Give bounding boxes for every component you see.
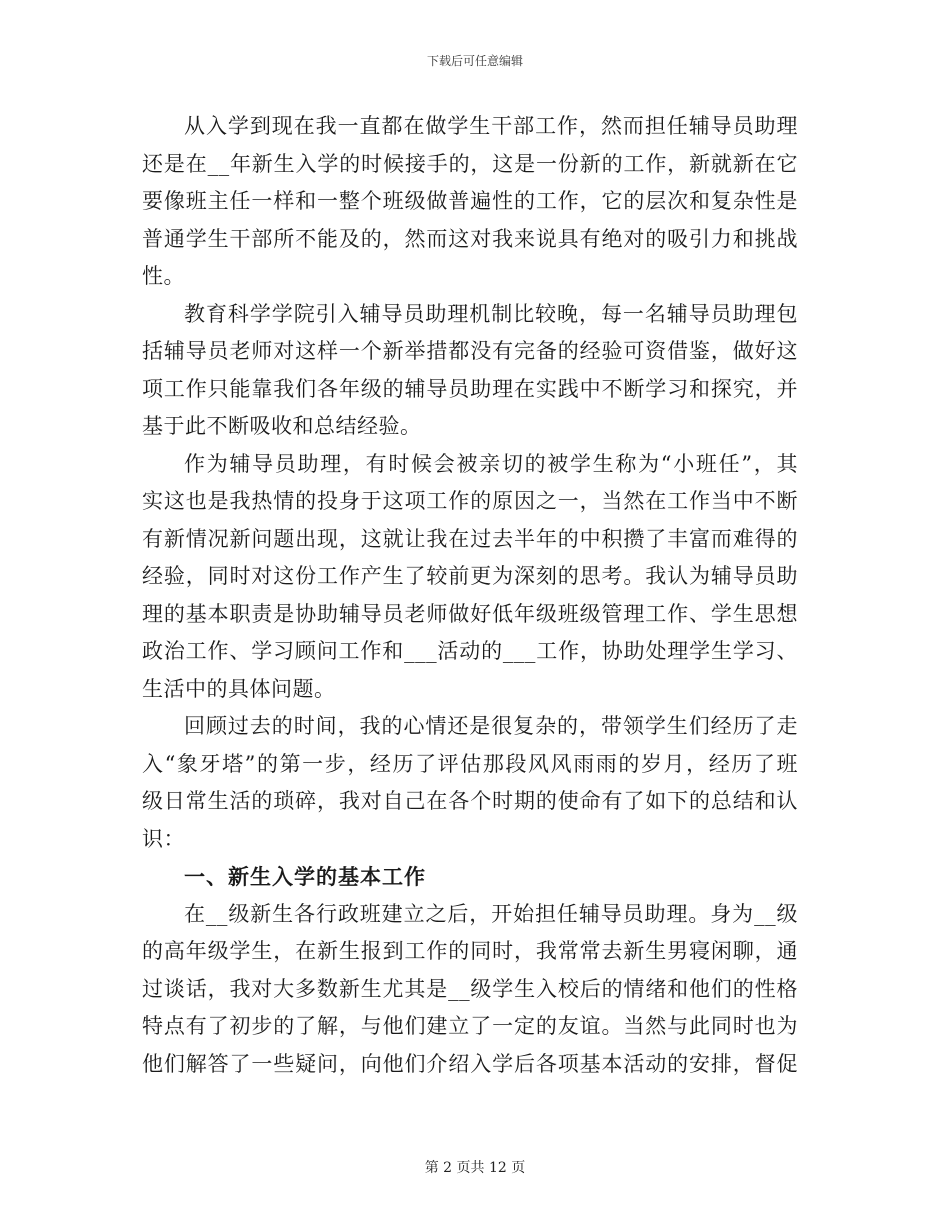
text-line <box>142 296 798 334</box>
text-line-content: 基于此不断吸收和总结经验。 <box>142 414 422 438</box>
text-line <box>142 183 798 221</box>
text-line <box>142 371 798 409</box>
text-line-content: 理的基本职责是协助辅导员老师做好低年级班级管理工作、学生思想 <box>142 601 798 626</box>
section-heading <box>142 858 798 896</box>
text-line-content: 项工作只能靠我们各年级的辅导员助理在实践中不断学习和探究，并 <box>142 376 798 401</box>
text-line-content: 一、新生入学的基本工作 <box>184 864 426 889</box>
text-line <box>142 1046 798 1084</box>
text-line <box>142 446 798 484</box>
text-line <box>142 933 798 971</box>
text-line-content: 在__级新生各行政班建立之后，开始担任辅导员助理。身为__级 <box>184 901 798 926</box>
text-line <box>142 746 798 784</box>
text-line <box>142 671 798 709</box>
text-line-content: 级日常生活的琐碎，我对自己在各个时期的使命有了如下的总结和认 <box>142 789 798 813</box>
text-line <box>142 258 798 296</box>
text-line <box>142 971 798 1009</box>
text-line-content: 经验，同时对这份工作产生了较前更为深刻的思考。我认为辅导员助 <box>142 564 798 588</box>
text-line <box>142 783 798 821</box>
text-line-content: 他们解答了一些疑问，向他们介绍入学后各项基本活动的安排，督促 <box>142 1051 798 1076</box>
text-line <box>142 1008 798 1046</box>
text-line-content: 回顾过去的时间，我的心情还是很复杂的，带领学生们经历了走 <box>184 714 798 738</box>
page-footer: 第 2 页共 12 页 <box>424 1160 526 1176</box>
text-line <box>142 821 798 859</box>
text-line-content: 有新情况新问题出现，这就让我在过去半年的中积攒了丰富而难得的 <box>142 526 798 551</box>
text-line-content: 过谈话，我对大多数新生尤其是__级学生入校后的情绪和他们的性格 <box>142 976 798 1001</box>
text-line-content: 入“象牙塔”的第一步，经历了评估那段风风雨雨的岁月，经历了班 <box>142 751 798 776</box>
text-line <box>142 708 798 746</box>
text-line <box>142 596 798 634</box>
text-line-content: 实这也是我热情的投身于这项工作的原因之一，当然在工作当中不断 <box>142 489 798 513</box>
text-line-content: 括辅导员老师对这样一个新举措都没有完备的经验可资借鉴，做好这 <box>142 339 798 363</box>
text-line-content: 识： <box>142 826 185 851</box>
text-line <box>142 896 798 934</box>
text-line-content: 生活中的具体问题。 <box>142 676 336 701</box>
text-line-content: 性。 <box>142 264 185 288</box>
text-line <box>142 408 798 446</box>
text-line <box>142 633 798 671</box>
text-line-content: 政治工作、学习顾问工作和___活动的___工作，协助处理学生学习、 <box>142 639 798 663</box>
text-line <box>142 483 798 521</box>
text-line-content: 普通学生干部所不能及的，然而这对我来说具有绝对的吸引力和挑战 <box>142 226 798 251</box>
text-line <box>142 221 798 259</box>
text-line <box>142 521 798 559</box>
text-line-content: 特点有了初步的了解，与他们建立了一定的友谊。当然与此同时也为 <box>142 1014 798 1038</box>
text-line-content: 要像班主任一样和一整个班级做普遍性的工作，它的层次和复杂性是 <box>142 189 798 213</box>
text-line-content: 还是在__年新生入学的时候接手的，这是一份新的工作，新就新在它 <box>142 151 798 176</box>
text-line-content: 作为辅导员助理，有时候会被亲切的被学生称为“小班任”，其 <box>184 451 798 476</box>
text-line-content: 从入学到现在我一直都在做学生干部工作，然而担任辅导员助理 <box>184 114 798 138</box>
page-header: 下载后可任意编辑 <box>426 54 523 68</box>
text-line-content: 教育科学学院引入辅导员助理机制比较晚，每一名辅导员助理包 <box>184 301 798 326</box>
text-line-content: 的高年级学生，在新生报到工作的同时，我常常去新生男寝闲聊，通 <box>142 939 798 963</box>
text-line <box>142 108 798 146</box>
text-line <box>142 333 798 371</box>
text-line <box>142 146 798 184</box>
text-line <box>142 558 798 596</box>
document-body <box>142 108 798 1083</box>
